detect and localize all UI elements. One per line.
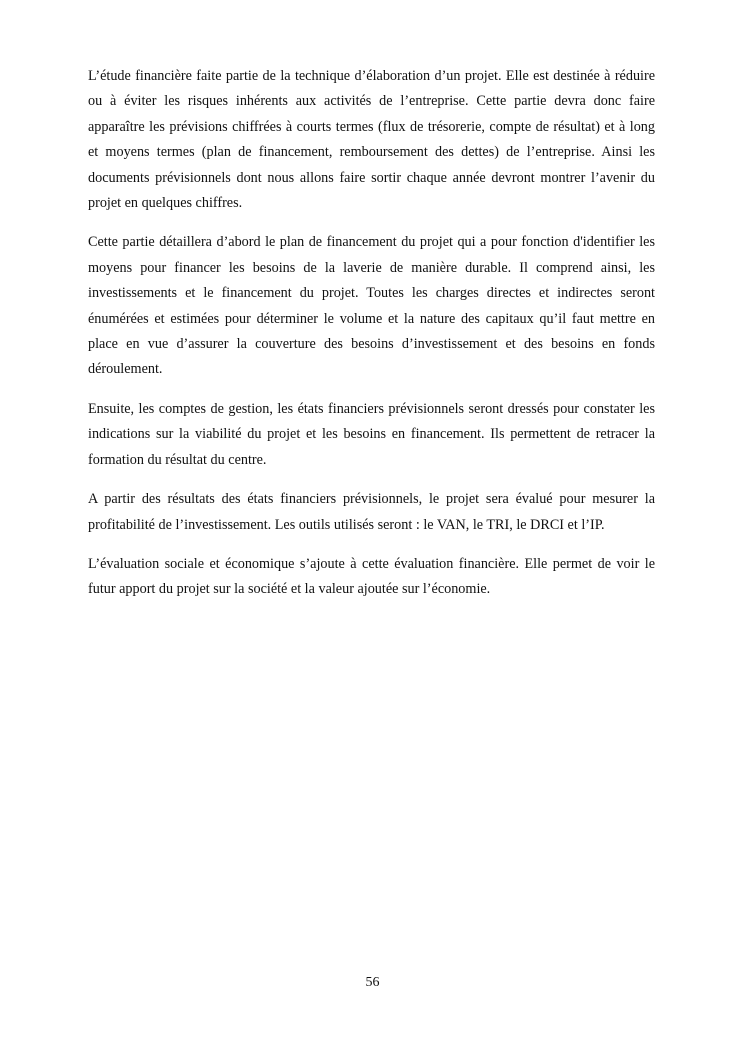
paragraph-project-evaluation: A partir des résultats des états financiers prévisionnels, le projet sera évalué pour mesurer la profitabilité de l’investissement. Les outils utilisés seront : le VAN, le TRI, le DRCI et l’IP. (88, 491, 655, 533)
paragraph-social-economic-evaluation: L’évaluation sociale et économique s’ajoute à cette évaluation financière. Elle permet de voir le futur apport du projet sur la société et la valeur ajoutée sur l’économie. (88, 555, 655, 598)
document-body (88, 64, 655, 617)
page-number: 56 (365, 975, 380, 990)
paragraph-financing-plan: Cette partie détaillera d’abord le plan de financement du projet qui a pour fonction d'identifier les moyens pour financer les besoins de la laverie de manière durable. Il comprend ainsi, les investissements et le financement du projet. Toutes les charges directes et indirectes seront énumérées et estimées pour déterminer le volume et la nature des capitaux qu’il faut mettre en place en vue d’assurer la couverture des besoins d’investissement et des besoins en fonds déroulement. (88, 234, 655, 378)
paragraph-management-accounts: Ensuite, les comptes de gestion, les états financiers prévisionnels seront dressés pour constater les indications sur la viabilité du projet et les besoins en financement. Ils permettent de retracer la formation du résultat du centre. (88, 400, 655, 468)
paragraph-financial-study: L’étude financière faite partie de la technique d’élaboration d’un projet. Elle est destinée à réduire ou à éviter les risques inhérents aux activités de l’entreprise. Cette partie devra donc faire apparaître les prévisions chiffrées à courts termes (flux de trésorerie, compte de résultat) et à long et moyens termes (plan de financement, remboursement des dettes) de l’entreprise. Ainsi les documents prévisionnels dont nous allons faire sortir chaque année devront montrer l’avenir du projet en quelques chiffres. (88, 68, 655, 212)
